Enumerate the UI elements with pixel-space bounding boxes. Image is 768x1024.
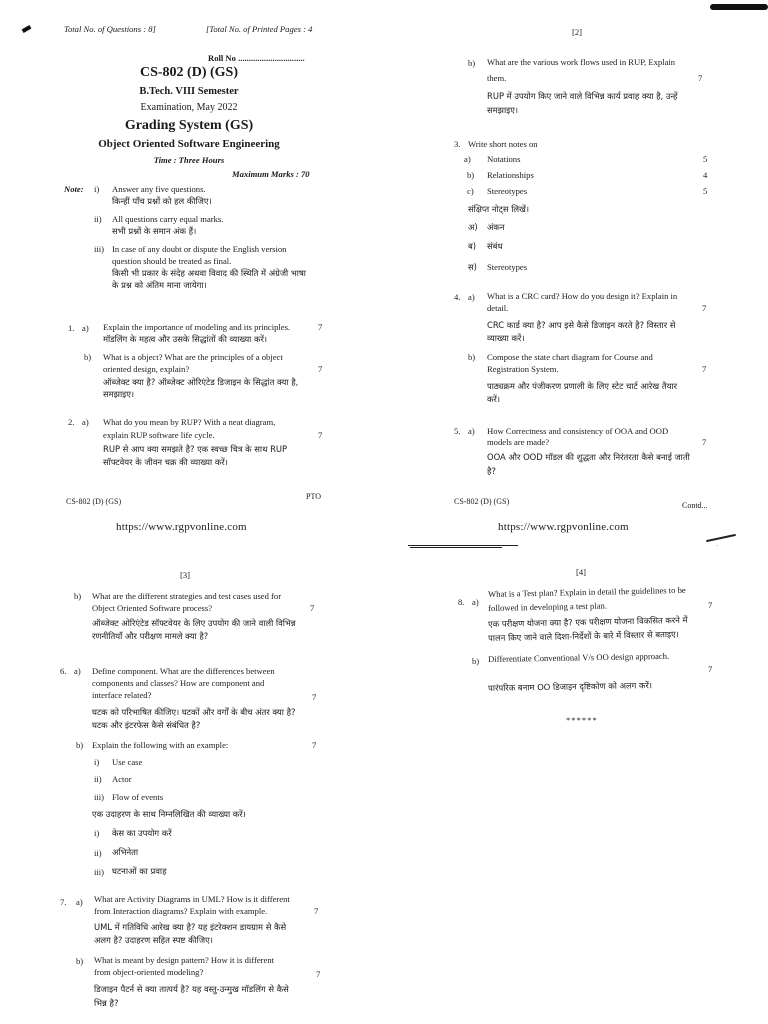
- note-text: Answer any five questions.: [112, 184, 206, 194]
- marks: 7: [318, 364, 323, 374]
- question-text: Explain the importance of modeling and its principles.: [103, 322, 291, 332]
- part-label: iii): [94, 792, 105, 802]
- part-label: a): [82, 417, 89, 427]
- note-number: i): [94, 184, 100, 194]
- question-text: from object-oriented modeling?: [94, 967, 204, 977]
- question-text: What is meant by design pattern? How it is different: [94, 955, 275, 965]
- question-number: 7.: [60, 897, 67, 907]
- question-text-hindi: व्याख्या करें।: [487, 333, 525, 343]
- question-text: detail.: [487, 303, 509, 313]
- question-text-hindi: पारंपरिक बनाम OO डिजाइन दृष्टिकोण को अलग करें।: [488, 680, 653, 693]
- marks: 7: [314, 906, 319, 916]
- note-text-hindi: किसी भी प्रकार के संदेह अथवा विवाद की स्थिति में अंग्रेजी भाषा: [112, 268, 306, 278]
- marks: 7: [708, 664, 713, 674]
- question-text-hindi: समझाइए।: [103, 389, 135, 399]
- marks: 7: [316, 969, 321, 979]
- subject-title: Object Oriented Software Engineering: [98, 138, 280, 150]
- marks: 7: [698, 73, 703, 83]
- question-text-hindi: पालन किए जाने वाले दिशा-निर्देशों के बारे में विस्तार से बताइए।: [488, 629, 680, 643]
- part-label: c): [467, 186, 474, 196]
- end-marker: ******: [566, 715, 598, 725]
- part-label: a): [82, 323, 89, 333]
- question-text-hindi: RUP में उपयोग किए जाने वाले विभिन्न कार्य प्रवाह क्या है, उन्हें: [487, 91, 678, 101]
- question-text: Stereotypes: [487, 186, 528, 196]
- part-label: iii): [94, 867, 105, 877]
- question-text-hindi: मॉडलिंग के महत्व और उसके सिद्धांतों की व्याख्या करें।: [103, 334, 268, 344]
- question-text-hindi: भिन्न है?: [94, 998, 119, 1008]
- part-label: a): [468, 426, 475, 436]
- footer-pto: PTO: [306, 492, 321, 501]
- source-url: https://www.rgpvonline.com: [498, 521, 629, 533]
- part-label: i): [94, 757, 100, 767]
- question-text: What is a Test plan? Explain in detail the guidelines to be: [488, 584, 686, 599]
- footer-contd: Contd...: [682, 501, 708, 510]
- part-label: b): [74, 591, 82, 601]
- question-text-hindi: एक परीक्षण योजना क्या है? एक परीक्षण योजना विकसित करने में: [488, 614, 688, 629]
- question-number: 8.: [458, 597, 465, 607]
- question-text: Flow of events: [112, 792, 164, 802]
- marks: 7: [318, 322, 323, 332]
- part-label: b): [468, 352, 476, 362]
- part-label: b): [468, 58, 476, 68]
- question-text: interface related?: [92, 690, 152, 700]
- note-text: question should be treated as final.: [112, 256, 232, 266]
- page-4: [384, 545, 768, 1024]
- question-text: What are Activity Diagrams in UML? How is it different: [94, 894, 290, 904]
- total-questions: Total No. of Questions : 8]: [64, 24, 156, 34]
- question-text: from Interaction diagrams? Explain with example.: [94, 906, 268, 916]
- footer-paper-code: CS-802 (D) (GS): [454, 497, 510, 506]
- scan-mark: [22, 25, 32, 33]
- question-text-hindi: ऑब्जेक्ट ओरिएंटेड सॉफ्टवेयर के लिए उपयोग की जाने वाली विभिन्न: [92, 618, 296, 628]
- marks: 7: [312, 740, 317, 750]
- question-text-hindi: करें।: [487, 394, 501, 404]
- question-text: Explain the following with an example:: [92, 740, 229, 750]
- marks: 7: [312, 692, 317, 702]
- question-number: 5.: [454, 426, 461, 436]
- question-number: 6.: [60, 666, 67, 676]
- question-text: Compose the state chart diagram for Course and: [487, 352, 653, 362]
- question-text: components and classes? How are component and: [92, 678, 265, 688]
- source-url: https://www.rgpvonline.com: [116, 521, 247, 533]
- question-text-hindi: ऑब्जेक्ट क्या है? ऑब्जेक्ट ओरिएंटेड डिजाइन के सिद्धांत क्या है,: [103, 377, 299, 387]
- question-text: What is a object? What are the principles of a object: [103, 352, 283, 362]
- maximum-marks: Maximum Marks : 70: [232, 169, 310, 179]
- question-text: Actor: [112, 774, 132, 784]
- marks: 7: [708, 600, 713, 610]
- program: B.Tech. VIII Semester: [139, 86, 239, 97]
- question-text-hindi: अलग है? उदाहरण सहित स्पष्ट कीजिए।: [94, 935, 213, 945]
- question-text: models are made?: [487, 437, 550, 447]
- question-text-hindi: समझाइए।: [487, 105, 519, 115]
- part-label: ii): [94, 848, 102, 858]
- marks: 7: [318, 430, 323, 440]
- part-label-hindi: अ): [468, 222, 478, 232]
- part-label: b): [76, 956, 84, 966]
- question-text: Registration System.: [487, 364, 559, 374]
- question-text: Object Oriented Software process?: [92, 603, 213, 613]
- part-label: b): [472, 656, 480, 666]
- scan-rule: [410, 547, 502, 548]
- part-label-hindi: स): [468, 262, 477, 272]
- question-text-hindi: घटक और इंटरफेस कैसे संबंधित है?: [92, 720, 201, 730]
- question-text-hindi: RUP से आप क्या समझते है? एक स्वच्छ चित्र के साथ RUP: [103, 444, 288, 454]
- question-text-hindi: अभिनेता: [112, 847, 139, 857]
- note-text-hindi: सभी प्रश्नों के समान अंक हैं।: [112, 226, 197, 236]
- question-text-hindi: पाठ्यक्रम और पंजीकरण प्रणाली के लिए स्टेट चार्ट आरेख तैयार: [487, 381, 678, 391]
- question-text: followed in developing a test plan.: [488, 600, 608, 613]
- grading-system: Grading System (GS): [124, 118, 254, 133]
- question-text: What are the various work flows used in RUP, Explain: [487, 57, 676, 67]
- question-text-hindi: UML में गतिविधि आरेख क्या है? यह इंटरेक्शन डायग्राम से कैसे: [94, 922, 287, 932]
- scan-rule: [408, 545, 518, 546]
- time-allowed: Time : Three Hours: [153, 155, 225, 165]
- question-text-hindi: है?: [487, 466, 496, 476]
- question-text-hindi: एक उदाहरण के साथ निम्नलिखित की व्याख्या करें।: [92, 809, 246, 819]
- page-number: [3]: [180, 570, 191, 580]
- question-text: What do you mean by RUP? With a neat diagram,: [103, 417, 276, 427]
- question-number: 1.: [68, 323, 75, 333]
- marks: 7: [702, 364, 707, 374]
- total-pages: [Total No. of Printed Pages : 4: [206, 24, 313, 34]
- paper-code: CS-802 (D) (GS): [140, 65, 238, 80]
- question-text: What is a CRC card? How do you design it? Explain in: [487, 291, 678, 301]
- note-text: All questions carry equal marks.: [112, 214, 224, 224]
- part-label: a): [468, 292, 475, 302]
- note-text: In case of any doubt or dispute the English version: [112, 244, 287, 254]
- question-text-hindi: संबंध: [487, 241, 503, 251]
- question-text-hindi: CRC कार्ड क्या है? आप इसे कैसे डिजाइन करते है? विस्तार से: [487, 320, 676, 330]
- part-label: a): [76, 897, 83, 907]
- page-1: [0, 0, 392, 545]
- part-label: i): [94, 828, 100, 838]
- question-text-hindi: केस का उपयोग करें: [112, 828, 172, 838]
- marks: 4: [703, 170, 708, 180]
- part-label: b): [467, 170, 475, 180]
- page-number: [4]: [576, 567, 587, 577]
- note-text-hindi: किन्हीं पाँच प्रश्नों को हल कीजिए।: [112, 196, 212, 206]
- question-text-hindi: संक्षिप्त नोट्स लिखें।: [468, 204, 530, 214]
- page-2: [392, 0, 768, 545]
- question-text-hindi: अंकन: [487, 222, 505, 232]
- question-text-hindi: घटनाओं का प्रवाह: [112, 866, 167, 876]
- marks: 7: [702, 437, 707, 447]
- question-text: Write short notes on: [468, 139, 538, 149]
- note-number: ii): [94, 214, 102, 224]
- note-text-hindi: के प्रश्न को अंतिम माना जायेगा।: [112, 280, 207, 290]
- note-label: Note:: [64, 184, 84, 194]
- marks: 5: [703, 186, 708, 196]
- part-label: ii): [94, 774, 102, 784]
- question-text-hindi: घटक को परिभाषित कीजिए। घटकों और वर्गों के बीच अंतर क्या है?: [92, 707, 296, 717]
- page-3: [0, 545, 384, 1024]
- part-label: a): [472, 597, 479, 607]
- question-text: Define component. What are the differences between: [92, 666, 275, 676]
- footer-paper-code: CS-802 (D) (GS): [66, 497, 122, 506]
- question-text: Differentiate Conventional V/s OO design approach.: [488, 650, 670, 664]
- note-number: iii): [94, 244, 105, 254]
- question-text: Notations: [487, 154, 521, 164]
- question-text: explain RUP software life cycle.: [103, 430, 215, 440]
- question-text-hindi: डिजाइन पैटर्न से क्या तात्पर्य है? यह वस्तु-उन्मुख मॉडलिंग से कैसे: [94, 984, 289, 994]
- question-text-hindi: OOA और OOD मॉडल की शुद्धता और निरंतरता कैसे बनाई जाती: [487, 452, 690, 462]
- scan-mark: [710, 4, 768, 10]
- question-number: 3.: [454, 139, 461, 149]
- part-label: b): [84, 352, 92, 362]
- question-text: Stereotypes: [487, 262, 528, 272]
- question-text-hindi: रणनीतियाँ और परीक्षण मामले क्या है?: [92, 631, 209, 641]
- marks: 5: [703, 154, 708, 164]
- page-number: [2]: [572, 27, 583, 37]
- question-number: 2.: [68, 417, 75, 427]
- question-text: them.: [487, 73, 507, 83]
- question-text: oriented design, explain?: [103, 364, 190, 374]
- question-text: Relationships: [487, 170, 534, 180]
- question-text: Use case: [112, 757, 143, 767]
- marks: 7: [702, 303, 707, 313]
- exam-session: Examination, May 2022: [140, 102, 238, 113]
- roll-no: Roll No ...............................: [208, 53, 305, 63]
- question-text: How Correctness and consistency of OOA and OOD: [487, 426, 669, 436]
- part-label: a): [74, 666, 81, 676]
- question-text-hindi: सॉफ्टवेयर के जीवन चक्र की व्याख्या करें।: [103, 457, 228, 467]
- part-label: b): [76, 740, 84, 750]
- question-number: 4.: [454, 292, 461, 302]
- part-label-hindi: ब): [468, 241, 477, 251]
- question-text: What are the different strategies and test cases used for: [92, 591, 282, 601]
- marks: 7: [310, 603, 315, 613]
- part-label: a): [464, 154, 471, 164]
